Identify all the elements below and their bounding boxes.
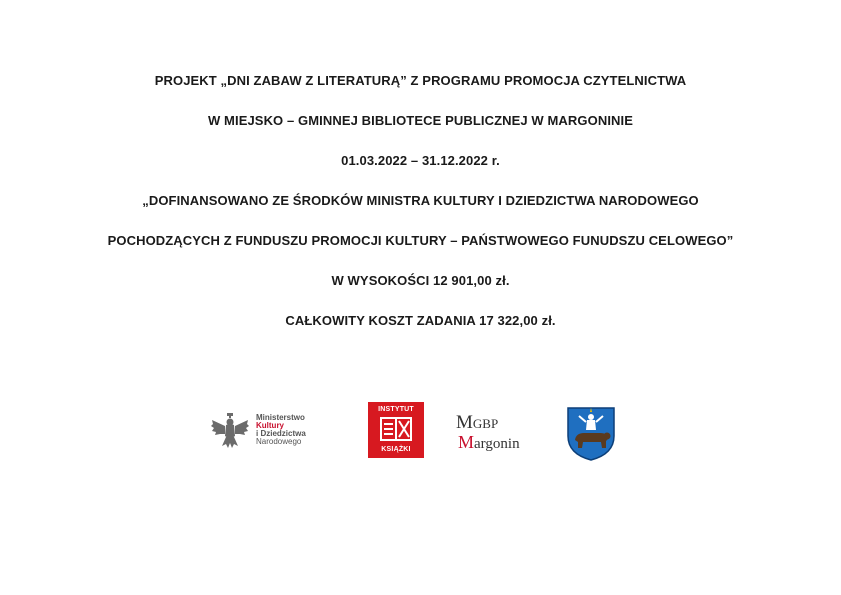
mgbp-m: M bbox=[456, 412, 473, 433]
margonin-m: M bbox=[458, 432, 475, 452]
fund-source-line: POCHODZĄCYCH Z FUNDUSZU PROMOCJI KULTURY – PAŃSTWOWEGO FUNUDSZU CELOWEGO” bbox=[107, 233, 734, 248]
mgbp-margonin-logo bbox=[456, 412, 536, 452]
announcement-text bbox=[0, 73, 841, 353]
ministry-line-4: Narodowego bbox=[256, 437, 302, 446]
instytut-label: INSTYTUT bbox=[378, 406, 414, 413]
funding-amount-line: W WYSOKOŚCI 12 901,00 zł. bbox=[331, 273, 510, 288]
ksiazki-label: KSIĄŻKI bbox=[381, 446, 411, 453]
margonin-rest: argonin bbox=[474, 436, 520, 452]
library-name-line: W MIEJSKO – GMINNEJ BIBLIOTECE PUBLICZNEJ W MARGONINIE bbox=[207, 113, 634, 128]
project-title-line: PROJEKT „DNI ZABAW Z LITERATURĄ” Z PROGRAMU PROMOCJA CZYTELNICTWA bbox=[154, 73, 687, 88]
mgbp-gbp: GBP bbox=[472, 416, 499, 431]
date-range-line: 01.03.2022 – 31.12.2022 r. bbox=[341, 153, 500, 168]
ministry-line-2: Kultury bbox=[256, 421, 284, 430]
sponsor-logos bbox=[0, 402, 841, 464]
instytut-ksiazki-logo bbox=[368, 402, 424, 458]
margonin-coat-of-arms-icon bbox=[566, 406, 616, 462]
ministry-line-3: i Dziedzictwa bbox=[256, 429, 306, 438]
polish-eagle-icon bbox=[210, 410, 250, 450]
total-cost-line: CAŁKOWITY KOSZT ZADANIA 17 322,00 zł. bbox=[285, 313, 556, 328]
ministry-logo bbox=[210, 410, 320, 450]
book-icon bbox=[380, 417, 412, 441]
funding-line: „DOFINANSOWANO ZE ŚRODKÓW MINISTRA KULTURY I DZIEDZICTWA NARODOWEGO bbox=[142, 193, 699, 208]
ministry-line-1: Ministerstwo bbox=[256, 413, 305, 422]
